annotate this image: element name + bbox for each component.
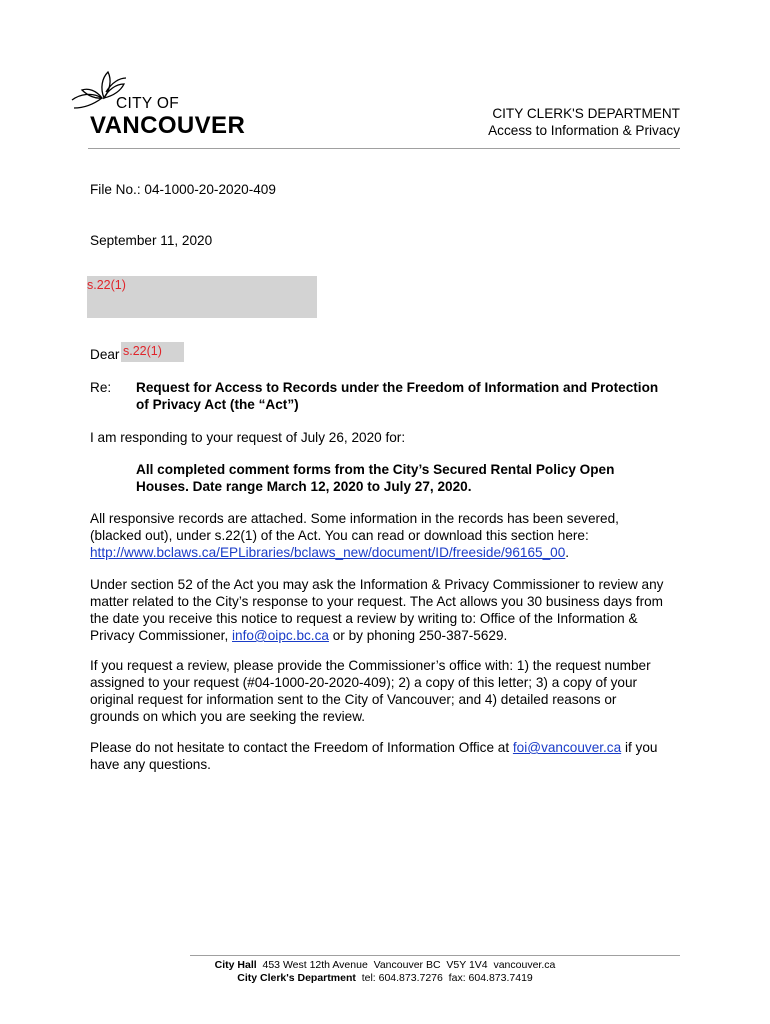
para-line: Privacy Commissioner, xyxy=(90,628,233,643)
redaction-label: s.22(1) xyxy=(123,344,162,358)
re-subject xyxy=(136,379,696,413)
name-redaction xyxy=(121,342,184,362)
department-header xyxy=(488,105,680,139)
paragraph-contact xyxy=(90,739,690,773)
para-line: have any questions. xyxy=(90,757,211,772)
request-text xyxy=(136,461,696,495)
address-redaction xyxy=(87,276,317,318)
footer-department: City Clerk's Department xyxy=(237,972,356,984)
logo-vancouver: VANCOUVER xyxy=(90,112,246,139)
request-line: All completed comment forms from the City’s Secured Rental Policy Open xyxy=(136,462,615,477)
para-line-end: or by phoning 250-387-5629. xyxy=(328,628,508,643)
para-line: (blacked out), under s.22(1) of the Act. You can read or download this section here: xyxy=(90,528,589,543)
redaction-label: s.22(1) xyxy=(87,278,126,292)
bclaws-link[interactable]: http://www.bclaws.ca/EPLibraries/bclaws_new/document/ID/freeside/96165_00 xyxy=(90,545,566,560)
re-subject-line: Request for Access to Records under the Freedom of Information and Protection xyxy=(136,380,659,395)
foi-email-link[interactable]: foi@vancouver.ca xyxy=(512,740,622,755)
salutation-prefix: Dear xyxy=(90,347,120,362)
file-number: File No.: 04-1000-20-2020-409 xyxy=(90,182,276,197)
para-line: the date you receive this notice to request a review by writing to: Office of the Information & xyxy=(90,611,638,626)
para-line: grounds on which you are seeking the review. xyxy=(90,709,366,724)
re-subject-line: of Privacy Act (the “Act”) xyxy=(136,397,299,412)
paragraph-records xyxy=(90,510,690,561)
para-line: All responsive records are attached. Some information in the records has been severed, xyxy=(90,511,619,526)
para-line-end: if you xyxy=(621,740,658,755)
para-line-end: . xyxy=(565,545,570,560)
para-line: If you request a review, please provide the Commissioner’s office with: 1) the request number xyxy=(90,658,651,673)
department-subtitle: Access to Information & Privacy xyxy=(488,123,680,138)
footer xyxy=(160,959,610,985)
city-logo xyxy=(66,68,256,140)
intro-text: I am responding to your request of July 26, 2020 for: xyxy=(90,430,406,445)
para-line: Under section 52 of the Act you may ask the Information & Privacy Commissioner to review any xyxy=(90,577,664,592)
re-label: Re: xyxy=(90,380,112,395)
paragraph-review-requirements xyxy=(90,657,690,725)
footer-city-hall: City Hall xyxy=(214,959,257,971)
para-line: matter related to the City’s response to your request. The Act allows you 30 business days from xyxy=(90,594,663,609)
para-line: assigned to your request (#04-1000-20-2020-409); 2) a copy of this letter; 3) a copy of your xyxy=(90,675,638,690)
footer-address: 453 West 12th Avenue Vancouver BC V5Y 1V4 vancouver.ca xyxy=(256,959,556,971)
logo-city-of: CITY OF xyxy=(116,95,179,112)
paragraph-review-rights xyxy=(90,576,690,644)
header-divider xyxy=(88,148,680,149)
letter-date: September 11, 2020 xyxy=(90,233,213,248)
department-name: CITY CLERK'S DEPARTMENT xyxy=(492,106,680,121)
oipc-email-link[interactable]: info@oipc.bc.ca xyxy=(232,628,329,643)
salutation xyxy=(90,346,119,363)
footer-contact: tel: 604.873.7276 fax: 604.873.7419 xyxy=(355,972,533,984)
request-line: Houses. Date range March 12, 2020 to July 27, 2020. xyxy=(136,479,472,494)
para-line: Please do not hesitate to contact the Freedom of Information Office at xyxy=(90,740,513,755)
para-line: original request for information sent to the City of Vancouver; and 4) detailed reasons or xyxy=(90,692,617,707)
footer-divider xyxy=(190,955,680,956)
